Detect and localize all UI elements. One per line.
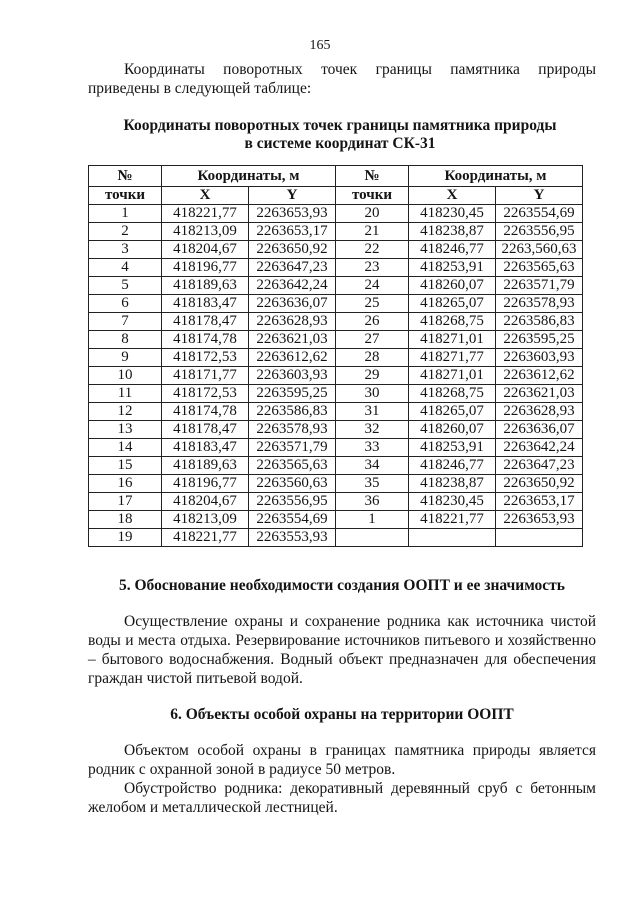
point-number-right: 1 [336, 511, 409, 529]
coord-y-right: 2263642,24 [496, 439, 583, 457]
coord-x-right: 418271,01 [409, 331, 496, 349]
coord-y-right: 2263647,23 [496, 457, 583, 475]
coord-y-left: 2263560,63 [249, 475, 336, 493]
table-row [89, 403, 583, 421]
header-point-left: точки [89, 187, 162, 205]
coord-x-right: 418230,45 [409, 493, 496, 511]
point-number-right: 32 [336, 421, 409, 439]
coord-x-left: 418204,67 [162, 493, 249, 511]
coord-y-right: 2263578,93 [496, 295, 583, 313]
intro-paragraph: Координаты поворотных точек границы памятника природы приведены в следующей таблице: [88, 61, 596, 97]
coord-x-right: 418230,45 [409, 205, 496, 223]
table-row [89, 493, 583, 511]
coordinates-table-body [89, 205, 583, 547]
point-number-right: 29 [336, 367, 409, 385]
coord-x-right: 418253,91 [409, 439, 496, 457]
coord-y-left: 2263642,24 [249, 277, 336, 295]
point-number-right: 20 [336, 205, 409, 223]
section-5-heading: 5. Обоснование необходимости создания ООПТ и ее значимость [119, 577, 565, 594]
point-number-left: 12 [89, 403, 162, 421]
coord-y-right: 2263595,25 [496, 331, 583, 349]
header-point-right: точки [336, 187, 409, 205]
coord-y-left: 2263578,93 [249, 421, 336, 439]
section-6-text-2: Обустройство родника: декоративный деревянный сруб с бетонным желобом и металлической лестницей. [88, 780, 596, 816]
coord-x-left: 418213,09 [162, 223, 249, 241]
coord-x-right: 418271,77 [409, 349, 496, 367]
coord-x-left: 418221,77 [162, 529, 249, 547]
table-row [89, 205, 583, 223]
coord-y-right: 2263636,07 [496, 421, 583, 439]
table-title [60, 117, 620, 153]
coord-x-left: 418221,77 [162, 205, 249, 223]
point-number-left: 8 [89, 331, 162, 349]
coord-y-right: 2263603,93 [496, 349, 583, 367]
coord-x-left: 418178,47 [162, 421, 249, 439]
table-row [89, 457, 583, 475]
coord-x-left: 418174,78 [162, 331, 249, 349]
table-row [89, 421, 583, 439]
coord-y-right: 2263612,62 [496, 367, 583, 385]
coord-y-left: 2263553,93 [249, 529, 336, 547]
point-number-right: 31 [336, 403, 409, 421]
point-number-left: 4 [89, 259, 162, 277]
point-number-left: 16 [89, 475, 162, 493]
coord-y-right: 2263,560,63 [496, 241, 583, 259]
coord-x-left: 418183,47 [162, 295, 249, 313]
coord-x-left: 418172,53 [162, 349, 249, 367]
coord-x-right: 418260,07 [409, 421, 496, 439]
coord-y-left: 2263650,92 [249, 241, 336, 259]
point-number-right: 23 [336, 259, 409, 277]
coord-x-right: 418246,77 [409, 241, 496, 259]
point-number-right: 21 [336, 223, 409, 241]
point-number-left: 3 [89, 241, 162, 259]
section-6-text-1: Объектом особой охраны в границах памятника природы является родник с охранной зоной в радиусе 50 метров. [88, 742, 596, 778]
table-title-line-1: Координаты поворотных точек границы памятника природы [123, 117, 557, 134]
coord-x-right: 418246,77 [409, 457, 496, 475]
header-x-right: X [409, 187, 496, 205]
table-row [89, 331, 583, 349]
point-number-left: 14 [89, 439, 162, 457]
coord-y-left: 2263653,17 [249, 223, 336, 241]
coord-y-left: 2263653,93 [249, 205, 336, 223]
coord-y-left: 2263586,83 [249, 403, 336, 421]
coord-y-left: 2263565,63 [249, 457, 336, 475]
coord-x-right: 418268,75 [409, 313, 496, 331]
coord-y-right: 2263650,92 [496, 475, 583, 493]
point-number-left: 2 [89, 223, 162, 241]
header-x-left: X [162, 187, 249, 205]
header-coords-right: Координаты, м [409, 166, 583, 187]
point-number-right: 30 [336, 385, 409, 403]
coord-x-left: 418171,77 [162, 367, 249, 385]
coord-y-right: 2263571,79 [496, 277, 583, 295]
coord-y-right: 2263556,95 [496, 223, 583, 241]
coordinates-table [88, 165, 583, 547]
header-coords-left: Координаты, м [162, 166, 336, 187]
coord-y-right: 2263653,17 [496, 493, 583, 511]
coord-x-left: 418189,63 [162, 277, 249, 295]
table-row [89, 223, 583, 241]
header-y-left: Y [249, 187, 336, 205]
point-number-left: 19 [89, 529, 162, 547]
point-number-left: 13 [89, 421, 162, 439]
point-number-right: 27 [336, 331, 409, 349]
table-row [89, 475, 583, 493]
coord-y-left: 2263554,69 [249, 511, 336, 529]
point-number-right: 22 [336, 241, 409, 259]
point-number-right: 36 [336, 493, 409, 511]
coord-y-left: 2263628,93 [249, 313, 336, 331]
coord-x-right: 418260,07 [409, 277, 496, 295]
coord-y-right: 2263628,93 [496, 403, 583, 421]
point-number-right: 28 [336, 349, 409, 367]
coord-y-left: 2263571,79 [249, 439, 336, 457]
table-row [89, 367, 583, 385]
table-row [89, 439, 583, 457]
point-number-right: 25 [336, 295, 409, 313]
point-number-left: 11 [89, 385, 162, 403]
table-row [89, 277, 583, 295]
point-number-left: 18 [89, 511, 162, 529]
coord-x-right: 418253,91 [409, 259, 496, 277]
coord-x-left: 418172,53 [162, 385, 249, 403]
table-row [89, 241, 583, 259]
header-no-right: № [336, 166, 409, 187]
coord-x-left: 418189,63 [162, 457, 249, 475]
point-number-left: 10 [89, 367, 162, 385]
point-number-right: 35 [336, 475, 409, 493]
coord-x-left: 418213,09 [162, 511, 249, 529]
coord-x-left: 418196,77 [162, 259, 249, 277]
point-number-left: 15 [89, 457, 162, 475]
header-y-right: Y [496, 187, 583, 205]
header-no-left: № [89, 166, 162, 187]
table-row [89, 385, 583, 403]
coord-x-left: 418174,78 [162, 403, 249, 421]
coord-y-right: 2263554,69 [496, 205, 583, 223]
coord-y-left: 2263612,62 [249, 349, 336, 367]
coord-x-right: 418271,01 [409, 367, 496, 385]
table-title-line-2: в системе координат СК-31 [244, 135, 436, 152]
coord-y-left: 2263621,03 [249, 331, 336, 349]
table-row [89, 313, 583, 331]
coord-y-right [496, 529, 583, 547]
point-number-right [336, 529, 409, 547]
table-row [89, 529, 583, 547]
coord-x-right: 418265,07 [409, 403, 496, 421]
coord-y-right: 2263586,83 [496, 313, 583, 331]
table-row [89, 349, 583, 367]
coord-y-right: 2263621,03 [496, 385, 583, 403]
page-number: 165 [309, 38, 331, 53]
coord-y-right: 2263653,93 [496, 511, 583, 529]
coord-y-left: 2263556,95 [249, 493, 336, 511]
point-number-right: 26 [336, 313, 409, 331]
coord-x-right: 418238,87 [409, 223, 496, 241]
coord-x-left: 418178,47 [162, 313, 249, 331]
point-number-left: 9 [89, 349, 162, 367]
table-row [89, 259, 583, 277]
coord-x-left: 418204,67 [162, 241, 249, 259]
coord-y-left: 2263636,07 [249, 295, 336, 313]
table-row [89, 511, 583, 529]
coord-y-left: 2263647,23 [249, 259, 336, 277]
section-5-text: Осуществление охраны и сохранение родника как источника чистой воды и места отдыха. Резервирование источников питьевого и хозяйственно – бытового водоснабжения. Водный объект предназначен для обеспечения граждан чистой питьевой водой. [88, 613, 596, 687]
coord-y-right: 2263565,63 [496, 259, 583, 277]
point-number-right: 33 [336, 439, 409, 457]
point-number-right: 34 [336, 457, 409, 475]
coord-x-right: 418268,75 [409, 385, 496, 403]
table-row [89, 295, 583, 313]
coord-x-left: 418183,47 [162, 439, 249, 457]
coord-x-right [409, 529, 496, 547]
point-number-left: 1 [89, 205, 162, 223]
coord-x-right: 418238,87 [409, 475, 496, 493]
coord-y-left: 2263595,25 [249, 385, 336, 403]
section-6-heading: 6. Объекты особой охраны на территории ООПТ [170, 706, 514, 723]
coord-x-left: 418196,77 [162, 475, 249, 493]
coord-x-right: 418265,07 [409, 295, 496, 313]
point-number-left: 7 [89, 313, 162, 331]
point-number-left: 5 [89, 277, 162, 295]
coord-x-right: 418221,77 [409, 511, 496, 529]
coord-y-left: 2263603,93 [249, 367, 336, 385]
point-number-right: 24 [336, 277, 409, 295]
point-number-left: 17 [89, 493, 162, 511]
point-number-left: 6 [89, 295, 162, 313]
